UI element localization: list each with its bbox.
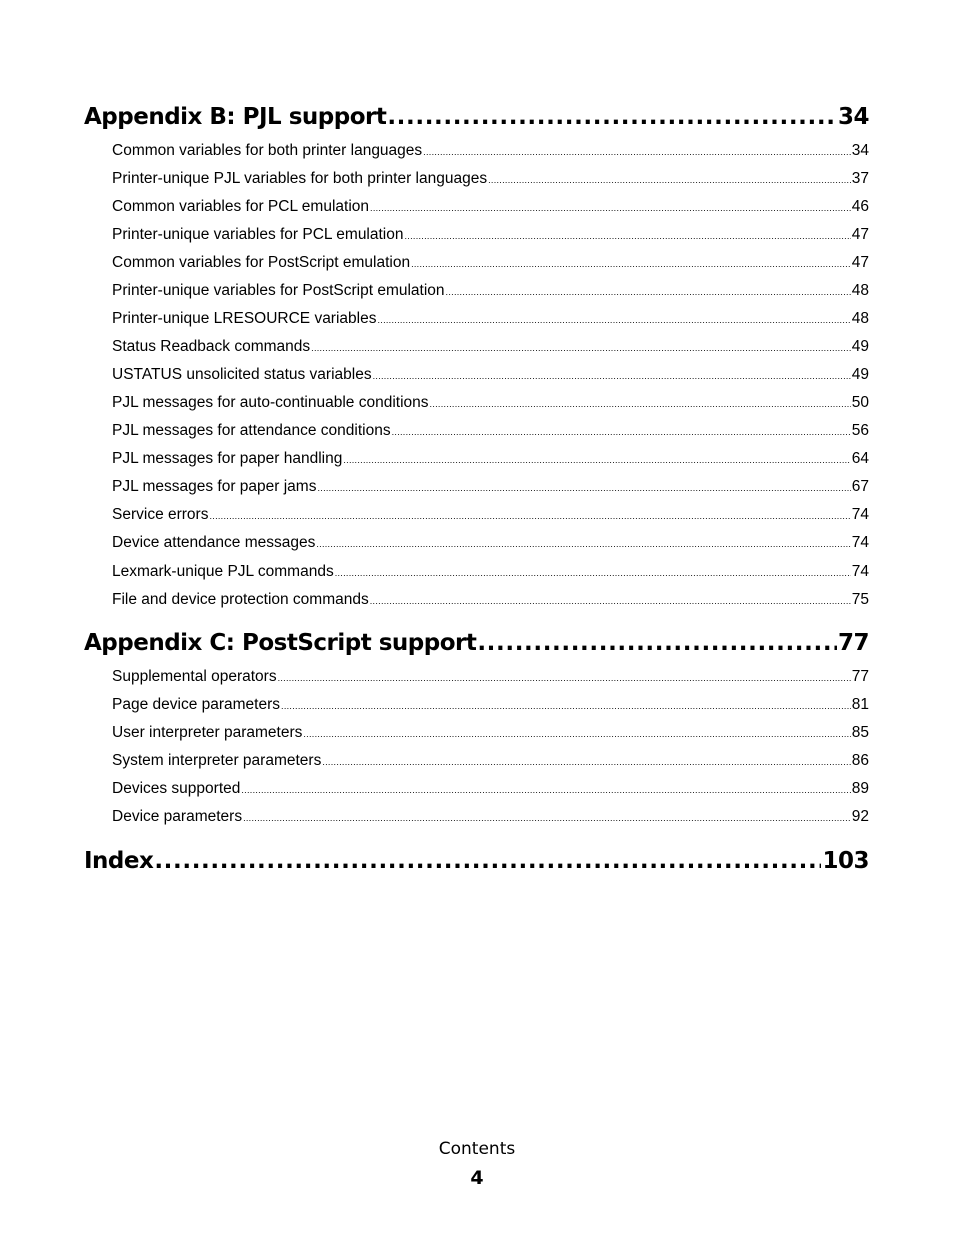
- toc-entry[interactable]: [112, 780, 869, 800]
- entry-page: 48: [851, 282, 869, 299]
- toc-entry[interactable]: [112, 422, 869, 442]
- dot-leader: [373, 371, 851, 381]
- dot-leader: [311, 343, 851, 353]
- toc-entry[interactable]: [112, 226, 869, 246]
- entry-title: Common variables for both printer languages: [112, 142, 423, 159]
- entry-page: 74: [851, 534, 869, 551]
- toc-chapter-appendix-b[interactable]: [84, 104, 869, 134]
- entry-title: Printer-unique PJL variables for both printer languages: [112, 170, 488, 187]
- entry-title: PJL messages for auto-continuable conditions: [112, 394, 429, 411]
- dot-leader: [278, 673, 851, 683]
- entry-page: 67: [851, 478, 869, 495]
- dot-leader: [343, 455, 850, 465]
- entry-title: Printer-unique variables for PCL emulation: [112, 226, 404, 243]
- entry-title: Device attendance messages: [112, 534, 316, 551]
- dot-leader: [423, 147, 851, 157]
- entry-title: Common variables for PCL emulation: [112, 198, 370, 215]
- entry-title: System interpreter parameters: [112, 752, 322, 769]
- entry-title: File and device protection commands: [112, 591, 369, 608]
- toc-entry[interactable]: [112, 724, 869, 744]
- entry-title: Service errors: [112, 506, 209, 523]
- entry-title: PJL messages for paper jams: [112, 478, 317, 495]
- dot-leader: [405, 231, 851, 241]
- dot-leader: [281, 701, 851, 711]
- toc-entry[interactable]: [112, 254, 869, 274]
- entry-page: 75: [851, 591, 869, 608]
- toc-entry[interactable]: [112, 534, 869, 554]
- dot-leader: [377, 315, 850, 325]
- toc-chapter-appendix-c[interactable]: [84, 630, 869, 660]
- entry-title: USTATUS unsolicited status variables: [112, 366, 372, 383]
- entry-page: 92: [851, 808, 869, 825]
- entry-page: 47: [851, 254, 869, 271]
- entry-title: Devices supported: [112, 780, 241, 797]
- dot-leader: [370, 596, 851, 606]
- entry-page: 86: [851, 752, 869, 769]
- entry-title: Status Readback commands: [112, 338, 311, 355]
- chapter-title: Index: [84, 848, 154, 874]
- toc-entry[interactable]: [112, 752, 869, 772]
- entry-page: 64: [851, 450, 869, 467]
- dot-leader: [387, 104, 837, 130]
- dot-leader: [430, 399, 851, 409]
- entry-page: 37: [851, 170, 869, 187]
- dot-leader: [446, 287, 851, 297]
- entry-page: 81: [851, 696, 869, 713]
- toc-entry[interactable]: [112, 170, 869, 190]
- toc-entry[interactable]: [112, 478, 869, 498]
- chapter-page: 103: [822, 848, 869, 874]
- toc-entry[interactable]: [112, 450, 869, 470]
- entry-title: PJL messages for attendance conditions: [112, 422, 391, 439]
- chapter-title: Appendix B: PJL support: [84, 104, 387, 130]
- entry-page: 77: [851, 668, 869, 685]
- dot-leader: [477, 630, 837, 656]
- toc-entry[interactable]: [112, 198, 869, 218]
- dot-leader: [209, 511, 850, 521]
- dot-leader: [392, 427, 851, 437]
- dot-leader: [335, 568, 851, 578]
- entry-title: Printer-unique LRESOURCE variables: [112, 310, 377, 327]
- chapter-page: 34: [837, 104, 869, 130]
- entry-page: 49: [851, 338, 869, 355]
- dot-leader: [243, 813, 851, 823]
- entry-title: User interpreter parameters: [112, 724, 303, 741]
- entry-page: 74: [851, 563, 869, 580]
- entry-title: Common variables for PostScript emulation: [112, 254, 411, 271]
- toc-entry[interactable]: [112, 696, 869, 716]
- toc-chapter-index[interactable]: [84, 848, 869, 878]
- toc-entry[interactable]: [112, 394, 869, 414]
- entry-page: 89: [851, 780, 869, 797]
- toc-entry[interactable]: [112, 563, 869, 583]
- entry-page: 47: [851, 226, 869, 243]
- dot-leader: [370, 203, 851, 213]
- entry-page: 85: [851, 724, 869, 741]
- entry-title: Printer-unique variables for PostScript emulation: [112, 282, 445, 299]
- toc-entry[interactable]: [112, 310, 869, 330]
- entry-title: Lexmark-unique PJL commands: [112, 563, 334, 580]
- toc-entry[interactable]: [112, 591, 869, 611]
- entry-title: Device parameters: [112, 808, 243, 825]
- toc-entry[interactable]: [112, 668, 869, 688]
- toc-entry[interactable]: [112, 808, 869, 828]
- entry-title: PJL messages for paper handling: [112, 450, 343, 467]
- entry-title: Page device parameters: [112, 696, 281, 713]
- entry-page: 48: [851, 310, 869, 327]
- entry-page: 49: [851, 366, 869, 383]
- entry-page: 74: [851, 506, 869, 523]
- entry-page: 56: [851, 422, 869, 439]
- dot-leader: [154, 848, 821, 874]
- dot-leader: [322, 757, 850, 767]
- toc-entry[interactable]: [112, 506, 869, 526]
- entry-title: Supplemental operators: [112, 668, 277, 685]
- dot-leader: [411, 259, 851, 269]
- entry-page: 50: [851, 394, 869, 411]
- toc-entry[interactable]: [112, 338, 869, 358]
- dot-leader: [241, 785, 850, 795]
- toc-entry[interactable]: [112, 282, 869, 302]
- toc-entry[interactable]: [112, 366, 869, 386]
- dot-leader: [316, 539, 850, 549]
- page-number: 4: [470, 1167, 484, 1189]
- entry-page: 46: [851, 198, 869, 215]
- toc-entry[interactable]: [112, 142, 869, 162]
- chapter-page: 77: [837, 630, 869, 656]
- footer-label: Contents: [438, 1139, 516, 1159]
- chapter-title: Appendix C: PostScript support: [84, 630, 477, 656]
- entry-page: 34: [851, 142, 869, 159]
- dot-leader: [488, 175, 851, 185]
- dot-leader: [317, 483, 850, 493]
- dot-leader: [303, 729, 850, 739]
